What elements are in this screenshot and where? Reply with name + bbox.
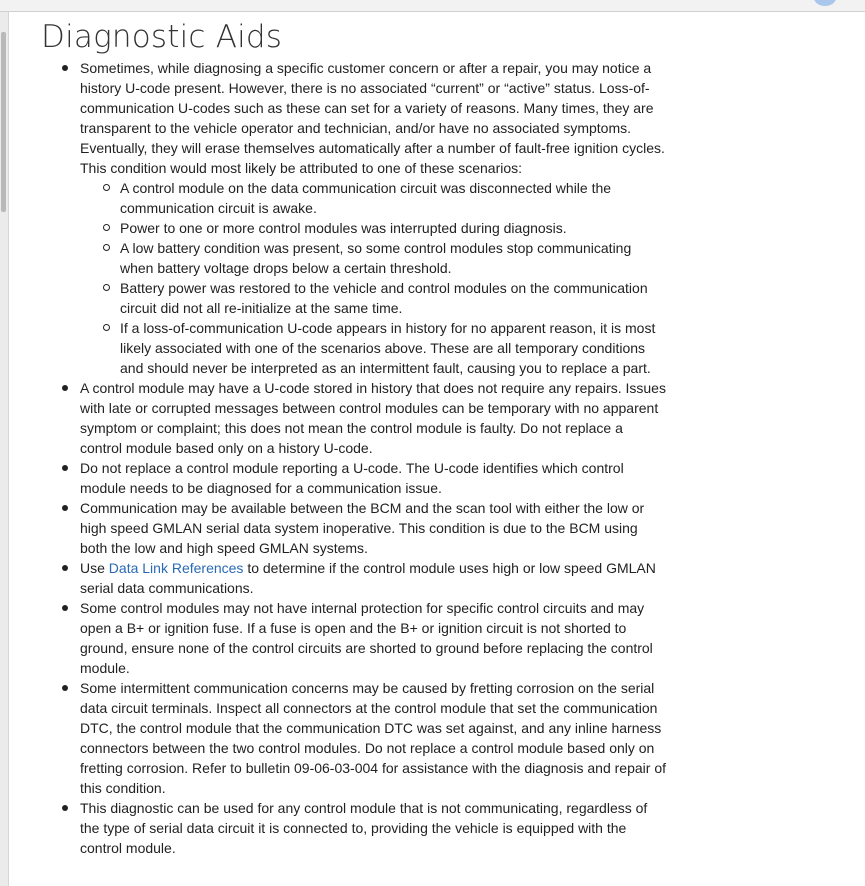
left-scrollbar[interactable] bbox=[0, 12, 9, 886]
sub-list-item: A low battery condition was present, so some control modules stop communicating when battery voltage drops below a certain threshold. bbox=[80, 238, 666, 278]
data-link-references-link[interactable]: Data Link References bbox=[108, 560, 244, 576]
sub-list-item: A control module on the data communication circuit was disconnected while the communication circuit is awake. bbox=[80, 178, 666, 218]
document-content bbox=[41, 18, 666, 858]
list-item-text: Sometimes, while diagnosing a specific customer concern or after a repair, you may notice a history U-code present. However, there is no associated “current” or “active” status. Loss-of- communication U-codes such as these can set for a variety of reasons. Many times, they are transparent to the vehicle operator and technician, and/or have no associated symptoms. Eventually, they will erase themselves automatically after a number of fault-free ignition cycles. This condition would most likely be attributed to one of these scenarios: bbox=[80, 60, 665, 176]
scrollbar-thumb[interactable] bbox=[1, 32, 6, 212]
list-item: Some control modules may not have internal protection for specific control circuits and may open a B+ or ignition fuse. If a fuse is open and the B+ or ignition circuit is not shorted to ground, ensure none of the control circuits are shorted to ground before replacing the control module. bbox=[41, 598, 666, 678]
scenario-sublist bbox=[80, 178, 666, 378]
sub-list-item: If a loss-of-communication U-code appears in history for no apparent reason, it is most likely associated with one of the scenarios above. These are all temporary conditions and should never be interpreted as an intermittent fault, causing you to replace a part. bbox=[80, 318, 666, 378]
sub-list-item: Power to one or more control modules was interrupted during diagnosis. bbox=[80, 218, 666, 238]
diagnostic-aids-list bbox=[41, 58, 666, 858]
list-item: Do not replace a control module reporting a U-code. The U-code identifies which control module needs to be diagnosed for a communication issue. bbox=[41, 458, 666, 498]
list-item: Some intermittent communication concerns may be caused by fretting corrosion on the serial data circuit terminals. Inspect all connectors at the control module that set the communication DTC, the control module that the communication DTC was set against, and any inline harness connectors between the two control modules. Do not replace a control module based only on fretting corrosion. Refer to bulletin 09-06-03-004 for assistance with the diagnosis and repair of this condition. bbox=[41, 678, 666, 798]
list-item bbox=[41, 58, 666, 378]
list-item-text-suffix: to determine if the control module uses high or low speed GMLAN serial data communications. bbox=[80, 560, 656, 596]
sub-list-item: Battery power was restored to the vehicle and control modules on the communication circuit did not all re-initialize at the same time. bbox=[80, 278, 666, 318]
page-title: Diagnostic Aids bbox=[41, 19, 283, 55]
list-item: A control module may have a U-code stored in history that does not require any repairs. Issues with late or corrupted messages between control modules can be temporary with no apparent symptom or complaint; this does not mean the control module is faulty. Do not replace a control module based only on a history U-code. bbox=[41, 378, 666, 458]
list-item: Communication may be available between the BCM and the scan tool with either the low or high speed GMLAN serial data system inoperative. This condition is due to the BCM using both the low and high speed GMLAN systems. bbox=[41, 498, 666, 558]
top-toolbar bbox=[0, 0, 865, 12]
list-item: This diagnostic can be used for any control module that is not communicating, regardless of the type of serial data circuit it is connected to, providing the vehicle is equipped with the control module. bbox=[41, 798, 666, 858]
list-item bbox=[41, 558, 666, 598]
list-item-text-prefix: Use bbox=[80, 560, 109, 576]
user-avatar-icon[interactable] bbox=[814, 0, 836, 6]
